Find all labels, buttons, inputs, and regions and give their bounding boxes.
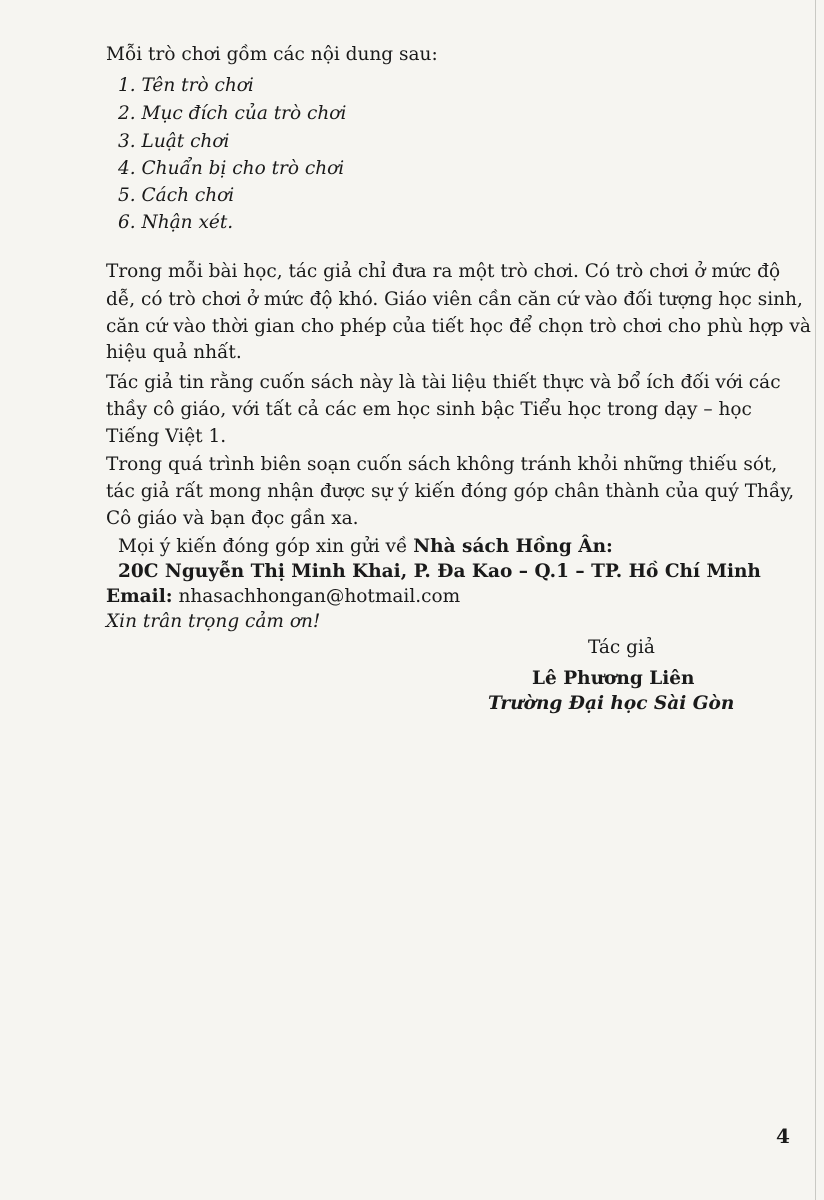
paragraph-line: căn cứ vào thời gian cho phép của tiết học để chọn trò chơi cho phù hợp và [106,316,811,337]
paragraph-line: hiệu quả nhất. [106,342,242,363]
list-item: 1. Tên trò chơi [118,75,254,96]
email-line [106,585,460,609]
intro-text: Mỗi trò chơi gồm các nội dung sau: [106,44,438,65]
list-item: 3. Luật chơi [118,131,230,152]
list-item: 5. Cách chơi [118,185,235,206]
list-item: 6. Nhận xét. [118,212,234,233]
page-edge [815,0,816,1200]
paragraph-line: Tiếng Việt 1. [106,426,227,447]
contact-lead: Mọi ý kiến đóng góp xin gửi về [118,536,414,557]
paragraph-line: tác giả rất mong nhận được sự ý kiến đóng góp chân thành của quý Thầy, [106,481,795,502]
thanks-text: Xin trân trọng cảm ơn! [106,611,321,632]
email-address: nhasachhongan@hotmail.com [172,586,461,607]
page-number: 4 [776,1124,790,1148]
email-label: Email: [106,586,173,607]
paragraph-line: thầy cô giáo, với tất cả các em học sinh bậc Tiểu học trong dạy – học [106,399,752,420]
contact-line [118,535,613,559]
paragraph-line: Cô giáo và bạn đọc gần xa. [106,508,359,529]
list-item: 4. Chuẩn bị cho trò chơi [118,158,345,179]
list-item: 2. Mục đích của trò chơi [118,103,347,124]
paragraph-line: Tác giả tin rằng cuốn sách này là tài liệu thiết thực và bổ ích đối với các [106,372,781,393]
paragraph-line: Trong quá trình biên soạn cuốn sách không tránh khỏi những thiếu sót, [106,454,778,475]
signature-role: Tác giả [588,637,655,658]
publisher-address: 20C Nguyễn Thị Minh Khai, P. Đa Kao – Q.1 – TP. Hồ Chí Minh [118,561,761,582]
paragraph-line: dễ, có trò chơi ở mức độ khó. Giáo viên cần căn cứ vào đối tượng học sinh, [106,289,803,310]
signature-school: Trường Đại học Sài Gòn [488,693,735,714]
signature-name: Lê Phương Liên [532,668,695,689]
paragraph-line: Trong mỗi bài học, tác giả chỉ đưa ra một trò chơi. Có trò chơi ở mức độ [106,261,781,282]
publisher-name: Nhà sách Hồng Ân: [413,536,613,557]
